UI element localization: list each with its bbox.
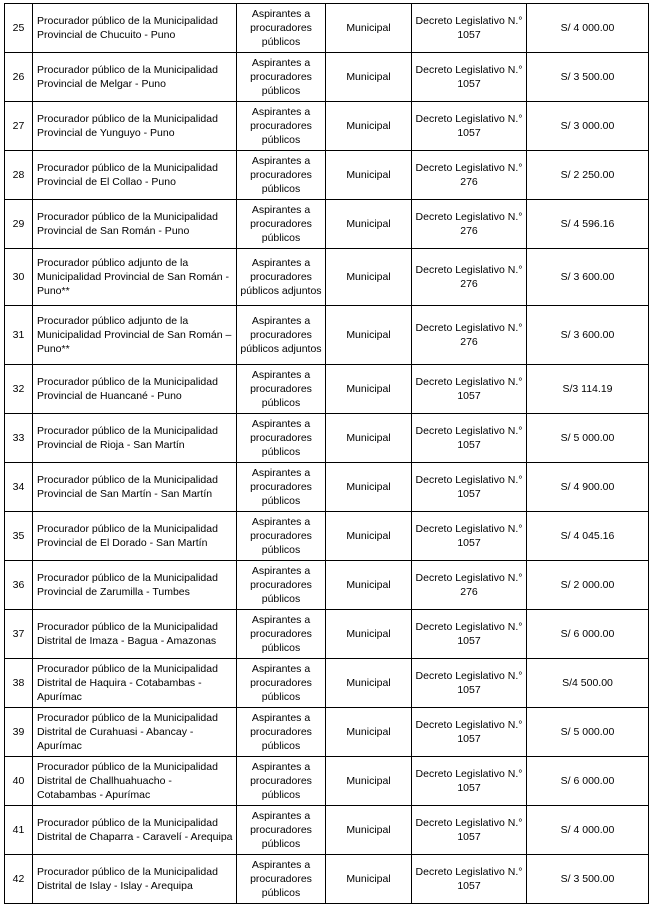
table-row xyxy=(5,249,649,306)
applicants-cell: Aspirantes a procuradores públicos xyxy=(237,200,326,249)
applicants-cell: Aspirantes a procuradores públicos xyxy=(237,365,326,414)
table-row xyxy=(5,365,649,414)
applicants-cell: Aspirantes a procuradores públicos adjuntos xyxy=(237,249,326,306)
level-cell: Municipal xyxy=(326,306,412,365)
level-cell: Municipal xyxy=(326,708,412,757)
row-number: 39 xyxy=(5,708,33,757)
row-number: 30 xyxy=(5,249,33,306)
entity-cell: Procurador público de la Municipalidad Provincial de Melgar - Puno xyxy=(33,53,237,102)
entity-cell: Procurador público adjunto de la Municipalidad Provincial de San Román - Puno** xyxy=(33,249,237,306)
table-row xyxy=(5,855,649,904)
row-number: 38 xyxy=(5,659,33,708)
table-row xyxy=(5,4,649,53)
table-body xyxy=(5,4,649,904)
row-number: 41 xyxy=(5,806,33,855)
row-number: 34 xyxy=(5,463,33,512)
salary-cell: S/ 3 500.00 xyxy=(527,855,649,904)
applicants-cell: Aspirantes a procuradores públicos xyxy=(237,151,326,200)
salary-cell: S/ 4 000.00 xyxy=(527,4,649,53)
applicants-cell: Aspirantes a procuradores públicos xyxy=(237,4,326,53)
regime-cell: Decreto Legislativo N.° 1057 xyxy=(412,855,527,904)
applicants-cell: Aspirantes a procuradores públicos xyxy=(237,102,326,151)
applicants-cell: Aspirantes a procuradores públicos adjuntos xyxy=(237,306,326,365)
table-row xyxy=(5,414,649,463)
applicants-cell: Aspirantes a procuradores públicos xyxy=(237,757,326,806)
row-number: 26 xyxy=(5,53,33,102)
applicants-cell: Aspirantes a procuradores públicos xyxy=(237,708,326,757)
level-cell: Municipal xyxy=(326,512,412,561)
entity-cell: Procurador público de la Municipalidad Distrital de Curahuasi - Abancay - Apurímac xyxy=(33,708,237,757)
level-cell: Municipal xyxy=(326,53,412,102)
applicants-cell: Aspirantes a procuradores públicos xyxy=(237,806,326,855)
regime-cell: Decreto Legislativo N.° 1057 xyxy=(412,414,527,463)
level-cell: Municipal xyxy=(326,365,412,414)
entity-cell: Procurador público de la Municipalidad Provincial de Zarumilla - Tumbes xyxy=(33,561,237,610)
salary-cell: S/ 4 000.00 xyxy=(527,806,649,855)
entity-cell: Procurador público de la Municipalidad Provincial de San Martín - San Martín xyxy=(33,463,237,512)
table-row xyxy=(5,102,649,151)
row-number: 28 xyxy=(5,151,33,200)
table-row xyxy=(5,512,649,561)
salary-cell: S/ 2 000.00 xyxy=(527,561,649,610)
salary-cell: S/ 3 600.00 xyxy=(527,306,649,365)
level-cell: Municipal xyxy=(326,463,412,512)
salary-cell: S/4 500.00 xyxy=(527,659,649,708)
applicants-cell: Aspirantes a procuradores públicos xyxy=(237,561,326,610)
applicants-cell: Aspirantes a procuradores públicos xyxy=(237,659,326,708)
table-row xyxy=(5,463,649,512)
table-row xyxy=(5,659,649,708)
entity-cell: Procurador público de la Municipalidad Distrital de Challhuahuacho - Cotabambas - Apurímac xyxy=(33,757,237,806)
salary-cell: S/ 3 600.00 xyxy=(527,249,649,306)
level-cell: Municipal xyxy=(326,806,412,855)
table-row xyxy=(5,757,649,806)
table-row xyxy=(5,306,649,365)
regime-cell: Decreto Legislativo N.° 276 xyxy=(412,200,527,249)
applicants-cell: Aspirantes a procuradores públicos xyxy=(237,610,326,659)
row-number: 25 xyxy=(5,4,33,53)
row-number: 29 xyxy=(5,200,33,249)
salary-cell: S/3 114.19 xyxy=(527,365,649,414)
regime-cell: Decreto Legislativo N.° 1057 xyxy=(412,512,527,561)
regime-cell: Decreto Legislativo N.° 1057 xyxy=(412,463,527,512)
row-number: 35 xyxy=(5,512,33,561)
table-row xyxy=(5,610,649,659)
salary-cell: S/ 2 250.00 xyxy=(527,151,649,200)
applicants-cell: Aspirantes a procuradores públicos xyxy=(237,512,326,561)
regime-cell: Decreto Legislativo N.° 276 xyxy=(412,249,527,306)
row-number: 37 xyxy=(5,610,33,659)
level-cell: Municipal xyxy=(326,414,412,463)
regime-cell: Decreto Legislativo N.° 1057 xyxy=(412,806,527,855)
regime-cell: Decreto Legislativo N.° 1057 xyxy=(412,53,527,102)
regime-cell: Decreto Legislativo N.° 276 xyxy=(412,306,527,365)
salary-cell: S/ 4 045.16 xyxy=(527,512,649,561)
row-number: 40 xyxy=(5,757,33,806)
regime-cell: Decreto Legislativo N.° 1057 xyxy=(412,708,527,757)
regime-cell: Decreto Legislativo N.° 276 xyxy=(412,561,527,610)
table-row xyxy=(5,561,649,610)
entity-cell: Procurador público de la Municipalidad Distrital de Haquira - Cotabambas - Apurímac xyxy=(33,659,237,708)
procuradores-table xyxy=(4,3,649,904)
level-cell: Municipal xyxy=(326,151,412,200)
entity-cell: Procurador público de la Municipalidad Provincial de San Román - Puno xyxy=(33,200,237,249)
regime-cell: Decreto Legislativo N.° 1057 xyxy=(412,102,527,151)
salary-cell: S/ 5 000.00 xyxy=(527,414,649,463)
salary-cell: S/ 3 500.00 xyxy=(527,53,649,102)
entity-cell: Procurador público de la Municipalidad Provincial de Yunguyo - Puno xyxy=(33,102,237,151)
entity-cell: Procurador público de la Municipalidad Provincial de Huancané - Puno xyxy=(33,365,237,414)
level-cell: Municipal xyxy=(326,610,412,659)
level-cell: Municipal xyxy=(326,249,412,306)
regime-cell: Decreto Legislativo N.° 1057 xyxy=(412,4,527,53)
entity-cell: Procurador público de la Municipalidad Distrital de Chaparra - Caravelí - Arequipa xyxy=(33,806,237,855)
table-row xyxy=(5,151,649,200)
regime-cell: Decreto Legislativo N.° 276 xyxy=(412,151,527,200)
entity-cell: Procurador público de la Municipalidad Provincial de Rioja - San Martín xyxy=(33,414,237,463)
salary-cell: S/ 4 900.00 xyxy=(527,463,649,512)
entity-cell: Procurador público de la Municipalidad Provincial de El Collao - Puno xyxy=(33,151,237,200)
applicants-cell: Aspirantes a procuradores públicos xyxy=(237,463,326,512)
level-cell: Municipal xyxy=(326,561,412,610)
regime-cell: Decreto Legislativo N.° 1057 xyxy=(412,757,527,806)
row-number: 33 xyxy=(5,414,33,463)
row-number: 36 xyxy=(5,561,33,610)
salary-cell: S/ 6 000.00 xyxy=(527,610,649,659)
entity-cell: Procurador público de la Municipalidad Provincial de El Dorado - San Martín xyxy=(33,512,237,561)
level-cell: Municipal xyxy=(326,855,412,904)
level-cell: Municipal xyxy=(326,757,412,806)
applicants-cell: Aspirantes a procuradores públicos xyxy=(237,53,326,102)
row-number: 42 xyxy=(5,855,33,904)
table-row xyxy=(5,200,649,249)
level-cell: Municipal xyxy=(326,102,412,151)
row-number: 31 xyxy=(5,306,33,365)
row-number: 27 xyxy=(5,102,33,151)
level-cell: Municipal xyxy=(326,200,412,249)
table-row xyxy=(5,708,649,757)
entity-cell: Procurador público de la Municipalidad Provincial de Chucuito - Puno xyxy=(33,4,237,53)
level-cell: Municipal xyxy=(326,4,412,53)
table-row xyxy=(5,806,649,855)
applicants-cell: Aspirantes a procuradores públicos xyxy=(237,414,326,463)
regime-cell: Decreto Legislativo N.° 1057 xyxy=(412,365,527,414)
salary-cell: S/ 6 000.00 xyxy=(527,757,649,806)
table-row xyxy=(5,53,649,102)
salary-cell: S/ 4 596.16 xyxy=(527,200,649,249)
salary-cell: S/ 5 000.00 xyxy=(527,708,649,757)
salary-cell: S/ 3 000.00 xyxy=(527,102,649,151)
entity-cell: Procurador público de la Municipalidad Distrital de Islay - Islay - Arequipa xyxy=(33,855,237,904)
row-number: 32 xyxy=(5,365,33,414)
entity-cell: Procurador público adjunto de la Municipalidad Provincial de San Román – Puno** xyxy=(33,306,237,365)
regime-cell: Decreto Legislativo N.° 1057 xyxy=(412,610,527,659)
applicants-cell: Aspirantes a procuradores públicos xyxy=(237,855,326,904)
level-cell: Municipal xyxy=(326,659,412,708)
regime-cell: Decreto Legislativo N.° 1057 xyxy=(412,659,527,708)
entity-cell: Procurador público de la Municipalidad Distrital de Imaza - Bagua - Amazonas xyxy=(33,610,237,659)
